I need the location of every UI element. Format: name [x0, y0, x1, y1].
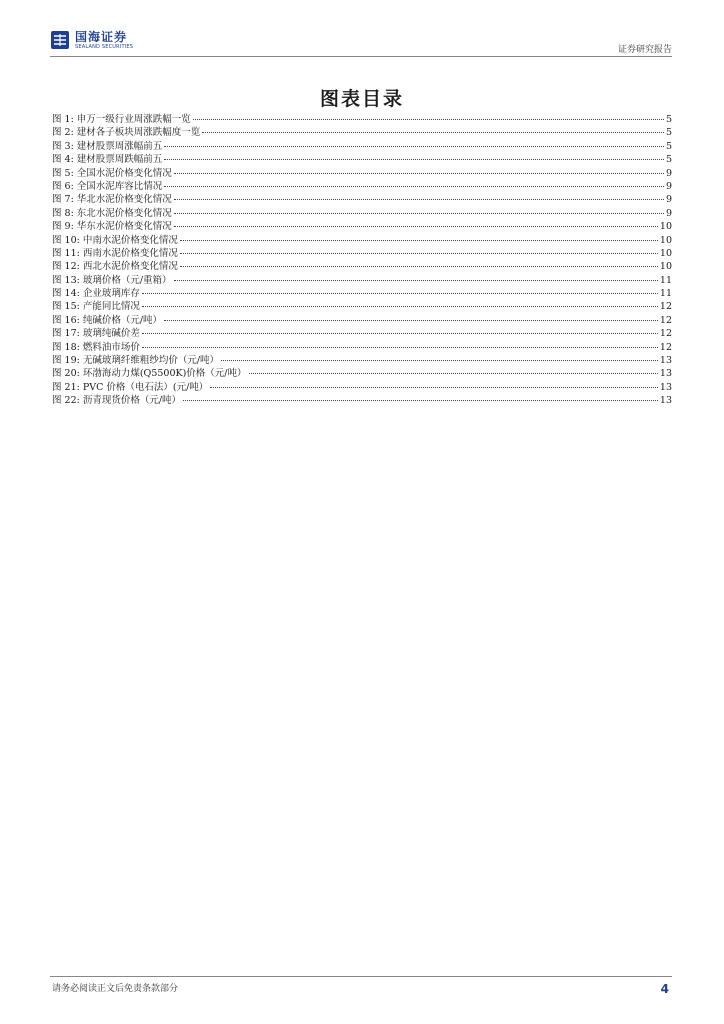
toc-entry[interactable]	[52, 392, 672, 405]
toc-entry[interactable]	[52, 151, 672, 164]
toc-entry-page: 11	[659, 288, 672, 299]
toc-dot-leader	[174, 173, 664, 174]
toc-entry-page: 5	[665, 127, 672, 138]
toc-entry[interactable]	[52, 245, 672, 258]
toc-dot-leader	[142, 293, 658, 294]
toc-entry[interactable]	[52, 138, 672, 151]
toc-entry-page: 11	[659, 274, 672, 286]
page-number: 4	[660, 982, 669, 996]
toc-entry-label: 图 15: 产能同比情况	[52, 301, 140, 312]
toc-entry[interactable]	[52, 379, 672, 392]
toc-entry-label: 图 5: 全国水泥价格变化情况	[52, 167, 172, 178]
toc-dot-leader	[180, 253, 658, 254]
toc-dot-leader	[164, 320, 658, 321]
toc-entry-label: 图 11: 西南水泥价格变化情况	[52, 247, 178, 259]
toc-dot-leader	[210, 387, 658, 388]
toc-entry-label: 图 17: 玻璃纯碱价差	[52, 328, 140, 339]
toc-entry-label: 图 19: 无碱玻璃纤维粗纱均价（元/吨）	[52, 355, 220, 366]
toc-entry-page: 5	[665, 140, 672, 152]
toc-title: 图表目录	[319, 88, 404, 110]
toc-entry[interactable]	[52, 339, 672, 352]
toc-dot-leader	[180, 240, 658, 241]
toc-entry-label: 图 4: 建材股票周跌幅前五	[52, 154, 163, 165]
toc-dot-leader	[183, 400, 658, 401]
toc-dot-leader	[164, 146, 664, 147]
toc-entry-page: 10	[659, 261, 672, 272]
brand-name-cn: 国海证券	[75, 29, 128, 44]
toc-entry-page: 5	[665, 114, 672, 125]
toc-entry-label: 图 7: 华北水泥价格变化情况	[52, 194, 172, 205]
toc-entry-label: 图 21: PVC 价格（电石法）(元/吨）	[52, 381, 209, 393]
toc-dot-leader	[142, 333, 658, 334]
toc-entry-page: 13	[659, 395, 672, 406]
toc-entry-page: 10	[659, 247, 672, 259]
toc-dot-leader	[142, 347, 658, 348]
toc-dot-leader	[249, 373, 658, 374]
toc-entry-label: 图 6: 全国水泥库容比情况	[52, 180, 163, 192]
toc-entry-label: 图 13: 玻璃价格（元/重箱）	[52, 274, 172, 286]
toc-entry-page: 13	[659, 355, 672, 366]
toc-entry-label: 图 3: 建材股票周涨幅前五	[52, 140, 163, 152]
toc-entry[interactable]	[52, 165, 672, 178]
toc-dot-leader	[164, 159, 664, 160]
toc-entry-label: 图 14: 企业玻璃库存	[52, 288, 140, 299]
toc-dot-leader	[221, 360, 658, 361]
toc-entry-page: 9	[665, 180, 672, 192]
toc-entry[interactable]	[52, 178, 672, 191]
toc-entry[interactable]	[52, 312, 672, 325]
toc-entry-label: 图 10: 中南水泥价格变化情况	[52, 234, 178, 245]
toc-entry-page: 13	[659, 381, 672, 393]
toc-entry[interactable]	[52, 218, 672, 231]
toc-dot-leader	[174, 213, 664, 214]
toc-entry[interactable]	[52, 258, 672, 271]
toc-dot-leader	[180, 266, 658, 267]
toc-entry-label: 图 16: 纯碱价格（元/吨）	[52, 314, 163, 326]
toc-entry[interactable]	[52, 272, 672, 285]
toc-dot-leader	[164, 186, 664, 187]
toc-entry-page: 9	[665, 167, 672, 178]
page-header	[50, 30, 672, 56]
toc-entry-page: 12	[659, 328, 672, 339]
toc-entry[interactable]	[52, 232, 672, 245]
toc-entry[interactable]	[52, 365, 672, 378]
toc-entry[interactable]	[52, 191, 672, 204]
toc-entry[interactable]	[52, 285, 672, 298]
toc-entry-page: 12	[659, 314, 672, 326]
toc-entry[interactable]	[52, 124, 672, 137]
toc-dot-leader	[174, 280, 658, 281]
toc-entry[interactable]	[52, 352, 672, 365]
toc-entry-page: 12	[659, 341, 672, 353]
header-divider	[50, 56, 672, 57]
toc-entry-label: 图 18: 燃料油市场价	[52, 341, 140, 353]
toc-entry-label: 图 2: 建材各子板块周涨跌幅度一览	[52, 127, 201, 138]
brand-name-en: SEALAND SECURITIES	[75, 43, 134, 50]
toc-dot-leader	[193, 119, 664, 120]
toc-dot-leader	[142, 306, 658, 307]
disclaimer-note: 请务必阅读正文后免责条款部分	[52, 984, 179, 994]
toc-entry-label: 图 20: 环渤海动力煤(Q5500K)价格（元/吨）	[52, 368, 247, 379]
toc-entry-page: 5	[665, 154, 672, 165]
toc-entry-page: 10	[659, 221, 672, 232]
toc-entry[interactable]	[52, 298, 672, 311]
toc-entry-page: 9	[665, 207, 672, 219]
toc-entry[interactable]	[52, 111, 672, 124]
toc-dot-leader	[174, 226, 658, 227]
toc-entry[interactable]	[52, 325, 672, 338]
toc-entry-label: 图 8: 东北水泥价格变化情况	[52, 207, 172, 219]
toc-entry[interactable]	[52, 205, 672, 218]
toc-entry-page: 13	[659, 368, 672, 379]
toc-entry-label: 图 1: 申万一级行业周涨跌幅一览	[52, 114, 191, 125]
toc-entry-label: 图 9: 华东水泥价格变化情况	[52, 221, 172, 232]
toc-dot-leader	[174, 199, 664, 200]
toc-entry-label: 图 22: 沥青现货价格（元/吨）	[52, 395, 182, 406]
sealand-logo-icon	[50, 30, 70, 50]
toc-entry-label: 图 12: 西北水泥价格变化情况	[52, 261, 178, 272]
toc-entry-page: 12	[659, 301, 672, 312]
toc-dot-leader	[202, 132, 664, 133]
toc-entry-page: 10	[659, 234, 672, 245]
footer-divider	[50, 976, 672, 977]
figure-toc-list	[52, 111, 672, 406]
toc-entry-page: 9	[665, 194, 672, 205]
report-type-label: 证券研究报告	[617, 45, 672, 55]
brand-logo	[50, 30, 133, 50]
